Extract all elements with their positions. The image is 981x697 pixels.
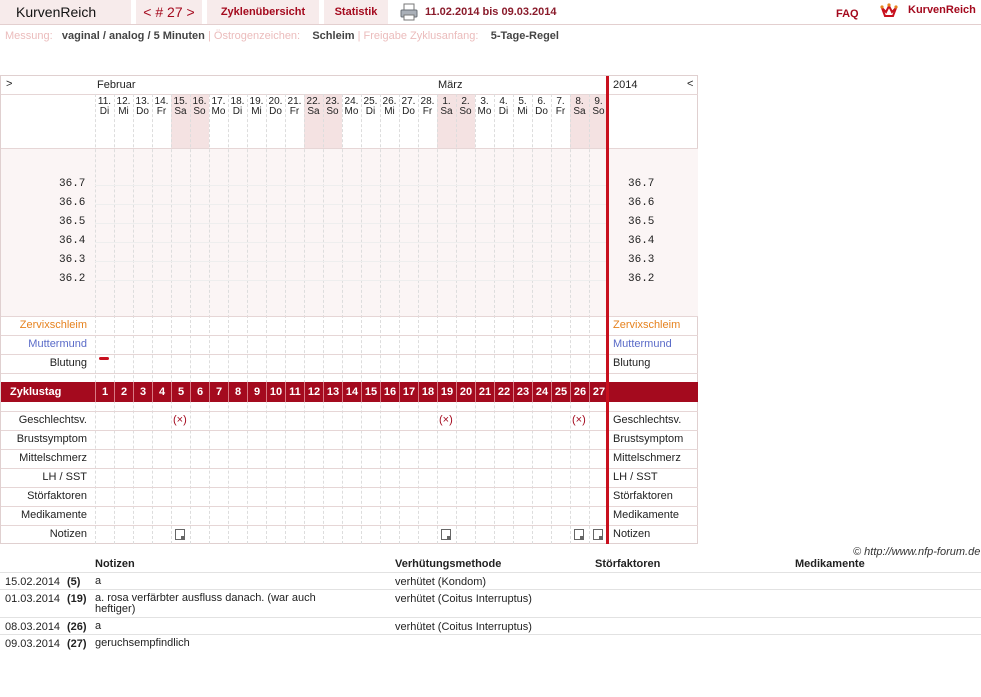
day-header — [133, 97, 152, 117]
nav-back-button[interactable]: < — [687, 78, 694, 90]
temp-label-left: 36.5 — [59, 216, 86, 228]
printer-icon[interactable] — [400, 3, 418, 21]
measurement-settings: Messung: vaginal / analog / 5 Minuten | Östrogenzeichen: Schleim | Freigabe Zyklusanfang: 5-Tage-Regel — [5, 30, 559, 42]
cycle-day-number: 20 — [456, 382, 475, 402]
day-number: 21. — [287, 96, 302, 107]
cycle-chart — [0, 75, 698, 544]
grid-column-line — [152, 94, 153, 544]
row-label-0: Zervixschleim — [19, 319, 87, 331]
weekday: Fr — [156, 106, 167, 117]
grid-column-line — [323, 94, 324, 544]
cycle-navigator[interactable]: < # 27 > — [136, 0, 202, 24]
day-header — [437, 97, 456, 117]
row-label-bottom-0: Geschlechtsv. — [18, 414, 87, 426]
temp-label-left: 36.7 — [59, 178, 86, 190]
row-divider — [1, 468, 698, 469]
release-value: 5-Tage-Regel — [490, 30, 559, 42]
grid-column-line — [418, 94, 419, 544]
year-label: 2014 — [613, 79, 638, 91]
cycle-day-number: 2 — [114, 382, 133, 402]
table-row — [0, 617, 981, 634]
weekday: Mo — [344, 106, 359, 117]
weekday: Sa — [174, 106, 187, 117]
temp-label-right: 36.5 — [628, 216, 655, 228]
note-text: a — [95, 620, 102, 632]
weekday: Mi — [517, 106, 528, 117]
grid-column-line — [570, 94, 571, 544]
statistics-tab[interactable]: Statistik — [324, 0, 388, 24]
measurement-value: vaginal / analog / 5 Minuten — [61, 30, 205, 42]
measurement-label: Messung: — [5, 30, 53, 42]
weekday: Fr — [289, 106, 300, 117]
day-header — [152, 97, 171, 117]
day-number: 3. — [480, 96, 489, 107]
temp-gridline — [95, 185, 608, 186]
cycle-day-number: 18 — [418, 382, 437, 402]
table-row — [0, 634, 981, 651]
cycle-day-number: 10 — [266, 382, 285, 402]
note-date: 01.03.2014 — [5, 593, 61, 605]
crown-logo-icon — [880, 2, 898, 20]
cycle-day-number: 11 — [285, 382, 304, 402]
cycle-day-number: 4 — [152, 382, 171, 402]
weekday: Mi — [251, 106, 262, 117]
cycle-day-number: 12 — [304, 382, 323, 402]
day-header — [323, 97, 342, 117]
grid-column-line — [589, 94, 590, 544]
day-number: 8. — [575, 96, 584, 107]
note-cycle-day: (5) — [67, 576, 81, 588]
weekday: So — [326, 106, 339, 117]
cycle-day-number: 6 — [190, 382, 209, 402]
day-header — [228, 97, 247, 117]
row-label-1: Muttermund — [28, 338, 87, 350]
month-label: Februar — [97, 79, 136, 91]
temp-label-right: 36.3 — [628, 254, 655, 266]
day-number: 19. — [249, 96, 264, 107]
row-label-bottom-right-4: Störfaktoren — [613, 490, 673, 502]
temp-gridline — [95, 204, 608, 205]
weekday: So — [459, 106, 472, 117]
top-bar — [0, 0, 981, 25]
day-header — [456, 97, 475, 117]
weekday: Di — [232, 106, 243, 117]
row-label-bottom-right-2: Mittelschmerz — [613, 452, 681, 464]
cycle-day-number: 15 — [361, 382, 380, 402]
grid-column-line — [475, 94, 476, 544]
grid-column-line — [209, 94, 210, 544]
day-header — [513, 97, 532, 117]
day-number: 14. — [154, 96, 169, 107]
weekday: Do — [269, 106, 282, 117]
grid-column-line — [513, 94, 514, 544]
day-header — [171, 97, 190, 117]
row-label-right-2: Blutung — [613, 357, 651, 369]
logo-text: KurvenReich — [908, 4, 976, 16]
row-label-bottom-right-3: LH / SST — [613, 471, 658, 483]
day-number: 15. — [173, 96, 188, 107]
day-header — [285, 97, 304, 117]
weekday: Mo — [211, 106, 226, 117]
intercourse-mark[interactable]: (×) — [439, 414, 453, 426]
cycle-day-number: 13 — [323, 382, 342, 402]
cycle-day-number: 8 — [228, 382, 247, 402]
day-number: 7. — [556, 96, 565, 107]
row-divider — [1, 354, 698, 355]
grid-column-line — [190, 94, 191, 544]
day-header — [190, 97, 209, 117]
row-label-bottom-right-1: Brustsymptom — [613, 433, 684, 445]
temp-label-left: 36.2 — [59, 273, 86, 285]
current-day-marker — [606, 76, 609, 544]
cycle-day-number: 1 — [95, 382, 114, 402]
day-header — [266, 97, 285, 117]
weekday: Do — [535, 106, 548, 117]
day-number: 12. — [116, 96, 131, 107]
day-header — [342, 97, 361, 117]
day-number: 13. — [135, 96, 150, 107]
weekday: Do — [402, 106, 415, 117]
day-number: 20. — [268, 96, 283, 107]
faq-link[interactable]: FAQ — [836, 8, 859, 20]
day-number: 2. — [461, 96, 470, 107]
grid-column-line — [133, 94, 134, 544]
note-icon[interactable] — [574, 529, 584, 540]
day-header — [114, 97, 133, 117]
note-method: verhütet (Coitus Interruptus) — [395, 621, 532, 633]
weekday: Do — [136, 106, 149, 117]
cycle-day-number: 26 — [570, 382, 589, 402]
day-header — [361, 97, 380, 117]
day-number: 17. — [211, 96, 226, 107]
grid-column-line — [437, 94, 438, 544]
day-number: 16. — [192, 96, 207, 107]
day-header — [247, 97, 266, 117]
row-divider — [1, 373, 698, 374]
temp-area — [1, 148, 698, 316]
notes-header: Notizen — [95, 558, 135, 570]
cycle-day-number: 14 — [342, 382, 361, 402]
note-text: a. rosa verfärbter ausfluss danach. (war auch heftiger) — [95, 592, 316, 615]
weekday: Mo — [477, 106, 492, 117]
grid-column-line — [95, 94, 96, 544]
temp-gridline — [95, 223, 608, 224]
note-icon[interactable] — [593, 529, 603, 540]
temp-label-right: 36.6 — [628, 197, 655, 209]
weekday: So — [592, 106, 605, 117]
day-header — [418, 97, 437, 117]
cycle-day-label: Zyklustag — [10, 386, 62, 398]
release-label: Freigabe Zyklusanfang: — [363, 30, 479, 42]
weekday: Di — [99, 106, 110, 117]
temp-label-left: 36.3 — [59, 254, 86, 266]
weekday: Fr — [422, 106, 433, 117]
grid-column-line — [361, 94, 362, 544]
day-number: 11. — [97, 96, 112, 107]
cycle-day-number: 3 — [133, 382, 152, 402]
cycle-day-number: 25 — [551, 382, 570, 402]
note-date: 09.03.2014 — [5, 638, 61, 650]
temp-gridline — [95, 280, 608, 281]
weekday: Fr — [555, 106, 566, 117]
note-date: 08.03.2014 — [5, 621, 61, 633]
weekday: Sa — [573, 106, 586, 117]
grid-column-line — [228, 94, 229, 544]
nav-forward-button[interactable]: > — [6, 78, 13, 90]
row-label-bottom-right-5: Medikamente — [613, 509, 680, 521]
day-number: 18. — [230, 96, 245, 107]
app-title: KurvenReich — [0, 0, 131, 24]
note-date: 15.02.2014 — [5, 576, 61, 588]
day-header — [95, 97, 114, 117]
row-divider — [1, 449, 698, 450]
day-header — [380, 97, 399, 117]
intercourse-mark[interactable]: (×) — [572, 414, 586, 426]
weekday: Mi — [384, 106, 395, 117]
grid-column-line — [380, 94, 381, 544]
meds-header: Medikamente — [795, 558, 865, 570]
temp-label-right: 36.7 — [628, 178, 655, 190]
day-header — [399, 97, 418, 117]
row-label-bottom-5: Medikamente — [20, 509, 87, 521]
grid-column-line — [551, 94, 552, 544]
row-label-bottom-3: LH / SST — [42, 471, 87, 483]
weekday: Sa — [440, 106, 453, 117]
cycle-day-number: 19 — [437, 382, 456, 402]
note-cycle-day: (19) — [67, 593, 87, 605]
weekday: Di — [498, 106, 509, 117]
note-method: verhütet (Coitus Interruptus) — [395, 593, 532, 605]
table-row — [0, 589, 981, 617]
row-label-right-0: Zervixschleim — [613, 319, 681, 331]
day-number: 26. — [382, 96, 397, 107]
row-divider — [1, 335, 698, 336]
row-divider — [1, 487, 698, 488]
temp-label-left: 36.4 — [59, 235, 86, 247]
copyright: © http://www.nfp-forum.de — [853, 546, 981, 558]
row-label-bottom-4: Störfaktoren — [27, 490, 87, 502]
day-number: 9. — [594, 96, 603, 107]
day-number: 6. — [537, 96, 546, 107]
day-header — [494, 97, 513, 117]
note-icon[interactable] — [175, 529, 185, 540]
method-header: Verhütungsmethode — [395, 558, 502, 570]
day-number: 23. — [325, 96, 340, 107]
bleeding-mark — [99, 357, 109, 360]
grid-column-line — [342, 94, 343, 544]
cycle-day-number: 9 — [247, 382, 266, 402]
cycle-day-number: 23 — [513, 382, 532, 402]
grid-column-line — [247, 94, 248, 544]
note-cycle-day: (27) — [67, 638, 87, 650]
temp-gridline — [95, 261, 608, 262]
grid-column-line — [266, 94, 267, 544]
cycle-overview-tab[interactable]: Zyklenübersicht — [207, 0, 319, 24]
cycle-day-number: 7 — [209, 382, 228, 402]
day-number: 24. — [344, 96, 359, 107]
row-label-bottom-right-6: Notizen — [613, 528, 651, 540]
row-divider — [1, 316, 698, 317]
estrogen-value: Schleim — [312, 30, 355, 42]
table-row — [0, 572, 981, 589]
day-header — [570, 97, 589, 117]
cycle-day-number: 22 — [494, 382, 513, 402]
day-number: 22. — [306, 96, 321, 107]
month-label: März — [438, 79, 463, 91]
grid-column-line — [494, 94, 495, 544]
grid-column-line — [532, 94, 533, 544]
disturb-header: Störfaktoren — [595, 558, 661, 570]
row-label-right-1: Muttermund — [613, 338, 672, 350]
temp-label-right: 36.2 — [628, 273, 655, 285]
temp-label-right: 36.4 — [628, 235, 655, 247]
note-text: a — [95, 575, 102, 587]
grid-column-line — [171, 94, 172, 544]
date-range: 11.02.2014 bis 09.03.2014 — [425, 6, 557, 18]
row-divider — [1, 430, 698, 431]
day-header — [475, 97, 494, 117]
day-number: 1. — [442, 96, 451, 107]
weekday: Mi — [118, 106, 129, 117]
row-label-2: Blutung — [49, 357, 87, 369]
grid-column-line — [304, 94, 305, 544]
weekday: Di — [365, 106, 376, 117]
grid-column-line — [399, 94, 400, 544]
note-icon[interactable] — [441, 529, 451, 540]
header-divider — [1, 148, 698, 149]
row-label-bottom-1: Brustsymptom — [16, 433, 87, 445]
note-method: verhütet (Kondom) — [395, 576, 487, 588]
estrogen-label: Östrogenzeichen: — [213, 30, 301, 42]
row-label-bottom-right-0: Geschlechtsv. — [613, 414, 682, 426]
grid-column-line — [285, 94, 286, 544]
cycle-day-number: 21 — [475, 382, 494, 402]
cycle-day-number: 16 — [380, 382, 399, 402]
day-number: 4. — [499, 96, 508, 107]
day-number: 27. — [401, 96, 416, 107]
weekday: Sa — [307, 106, 320, 117]
temp-label-left: 36.6 — [59, 197, 86, 209]
cycle-day-number: 24 — [532, 382, 551, 402]
day-header — [209, 97, 228, 117]
row-divider — [1, 411, 698, 412]
note-text: geruchsempfindlich — [95, 637, 190, 649]
day-number: 25. — [363, 96, 378, 107]
grid-column-line — [114, 94, 115, 544]
temp-gridline — [95, 242, 608, 243]
header-divider — [1, 94, 698, 95]
cycle-day-number: 17 — [399, 382, 418, 402]
day-header — [532, 97, 551, 117]
cycle-day-number: 27 — [589, 382, 608, 402]
weekday: So — [193, 106, 206, 117]
day-number: 28. — [420, 96, 435, 107]
row-divider — [1, 525, 698, 526]
day-number: 5. — [518, 96, 527, 107]
cycle-day-number: 5 — [171, 382, 190, 402]
row-divider — [1, 506, 698, 507]
grid-column-line — [456, 94, 457, 544]
row-label-bottom-2: Mittelschmerz — [19, 452, 87, 464]
intercourse-mark[interactable]: (×) — [173, 414, 187, 426]
note-cycle-day: (26) — [67, 621, 87, 633]
day-header — [551, 97, 570, 117]
row-label-bottom-6: Notizen — [49, 528, 87, 540]
day-header — [304, 97, 323, 117]
